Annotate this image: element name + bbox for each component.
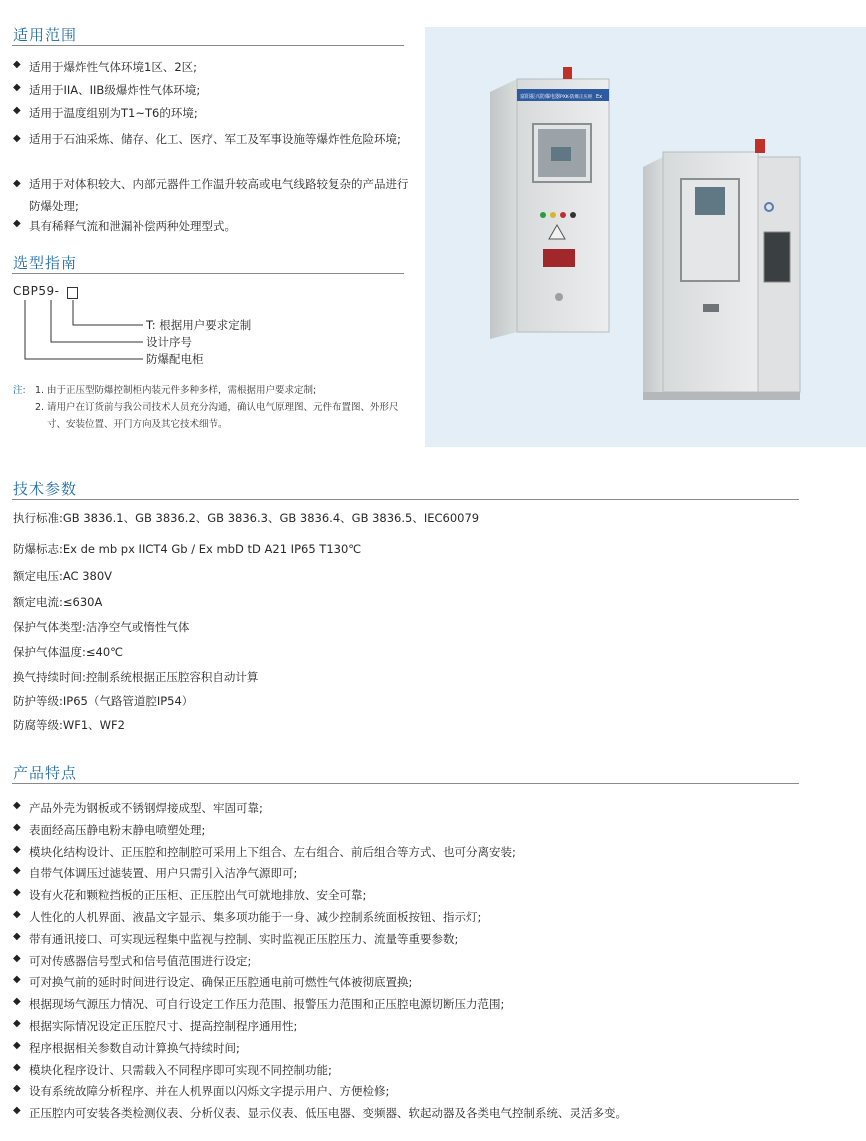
- note-number: 1.: [35, 385, 45, 396]
- selection-title: 选型指南: [13, 254, 78, 272]
- feature-item: ◆ 产品外壳为钢板或不锈钢焊接成型、牢固可靠;: [13, 800, 843, 822]
- scope-item: ◆ 适用于石油采炼、储存、化工、医疗、军工及军事设施等爆炸性危险环境;: [13, 128, 419, 173]
- features-divider: [12, 783, 799, 784]
- scope-divider: [12, 45, 404, 46]
- tech-param: 保护气体温度:≤40℃: [13, 645, 124, 659]
- feature-item: ◆ 设有火花和颗粒挡板的正压柜、正压腔出气可就地排放、安全可靠;: [13, 887, 843, 909]
- tech-param: 额定电压:AC 380V: [13, 569, 113, 583]
- scope-item: ◆ 适用于对体积较大、内部元器件工作温升较高或电气线路较复杂的产品进行防爆处理;: [13, 173, 419, 218]
- selection-divider: [12, 273, 404, 274]
- features-list: [13, 800, 843, 1127]
- cabinet1-plate2: PXK-防爆正压柜: [560, 95, 593, 100]
- feature-item: ◆ 模块化结构设计、正压腔和控制腔可采用上下组合、左右组合、前后组合等方式、也可分离安装;: [13, 844, 843, 866]
- feature-item: ◆ 自带气体调压过滤装置、用户只需引入洁净气源即可;: [13, 865, 843, 887]
- feature-item: ◆ 可对传感器信号型式和信号值范围进行设定;: [13, 953, 843, 975]
- notes-label: 注:: [13, 385, 26, 396]
- model-code: CBP59-: [13, 284, 60, 298]
- feature-item: ◆ 可对换气前的延时时间进行设定、确保正压腔通电前可燃性气体被彻底置换;: [13, 974, 843, 996]
- scope-title: 适用范围: [13, 26, 78, 44]
- features-title: 产品特点: [13, 764, 78, 782]
- tech-param: 防护等级:IP65（气路管道腔IP54）: [13, 694, 194, 708]
- feature-item: ◆ 带有通讯接口、可实现远程集中监视与控制、实时监视正压腔压力、流量等重要参数;: [13, 931, 843, 953]
- scope-item: ◆ 适用于IIA、IIB级爆炸性气体环境;: [13, 82, 413, 105]
- feature-item: ◆ 模块化程序设计、只需载入不同程序即可实现不同控制功能;: [13, 1062, 843, 1084]
- tech-param: 保护气体类型:洁净空气或惰性气体: [13, 620, 190, 634]
- scope-item: ◆ 适用于爆炸性气体环境1区、2区;: [13, 59, 413, 82]
- model-label-type: 防爆配电柜: [146, 352, 204, 366]
- tech-param: 执行标准:GB 3836.1、GB 3836.2、GB 3836.3、GB 3836.4、GB 3836.5、IEC60079: [13, 511, 480, 525]
- feature-item: ◆ 表面经高压静电粉末静电喷塑处理;: [13, 822, 843, 844]
- tech-param: 额定电流:≤630A: [13, 595, 103, 609]
- model-code-diagram: [13, 284, 413, 374]
- selection-notes: [13, 382, 413, 433]
- feature-item: ◆ 人性化的人机界面、液晶文字显示、集多项功能于一身、减少控制系统面板按钮、指示灯;: [13, 909, 843, 931]
- feature-item: ◆ 正压腔内可安装各类检测仪表、分析仪表、显示仪表、低压电器、变频器、软起动器及各类电气控制系统、灵活多变。: [13, 1105, 843, 1127]
- note-number: 2.: [35, 402, 45, 413]
- model-code-lines: [13, 284, 153, 374]
- tech-param-list: [13, 510, 813, 741]
- product-photo: [425, 27, 866, 447]
- feature-item: ◆ 根据实际情况设定正压腔尺寸、提高控制程序通用性;: [13, 1018, 843, 1040]
- tech-title: 技术参数: [13, 480, 78, 498]
- feature-item: ◆ 设有系统故障分析程序、并在人机界面以闪烁文字提示用户、方便检修;: [13, 1083, 843, 1105]
- tech-divider: [12, 499, 799, 500]
- feature-item: ◆ 程序根据相关参数自动计算换气持续时间;: [13, 1040, 843, 1062]
- tech-param: 防腐等级:WF1、WF2: [13, 718, 125, 732]
- model-label-custom: T: 根据用户要求定制: [146, 318, 252, 332]
- tech-param: 防爆标志:Ex de mb px IICT4 Gb / Ex mbD tD A21 IP65 T130℃: [13, 542, 362, 556]
- scope-list: [13, 59, 413, 241]
- note-text: 请用户在订货前与我公司技术人员充分沟通，确认电气原理图、元件布置图、外形尺寸、安装位置、开门方向及其它技术细节。: [47, 402, 399, 430]
- cabinet1-nameplate: 富阳振兴防爆电器: [520, 94, 561, 100]
- scope-item: ◆ 适用于温度组别为T1~T6的环境;: [13, 105, 413, 128]
- model-label-serial: 设计序号: [146, 335, 192, 349]
- cabinets-illustration: [425, 27, 866, 447]
- cabinet1-ex: Ex: [596, 94, 603, 100]
- note-text: 由于正压型防爆控制柜内装元件多种多样，需根据用户要求定制;: [47, 385, 317, 396]
- feature-item: ◆ 根据现场气源压力情况、可自行设定工作压力范围、报警压力范围和正压腔电源切断压力范围;: [13, 996, 843, 1018]
- tech-param: 换气持续时间:控制系统根据正压腔容积自动计算: [13, 670, 259, 684]
- scope-item: ◆ 具有稀释气流和泄漏补偿两种处理型式。: [13, 218, 413, 241]
